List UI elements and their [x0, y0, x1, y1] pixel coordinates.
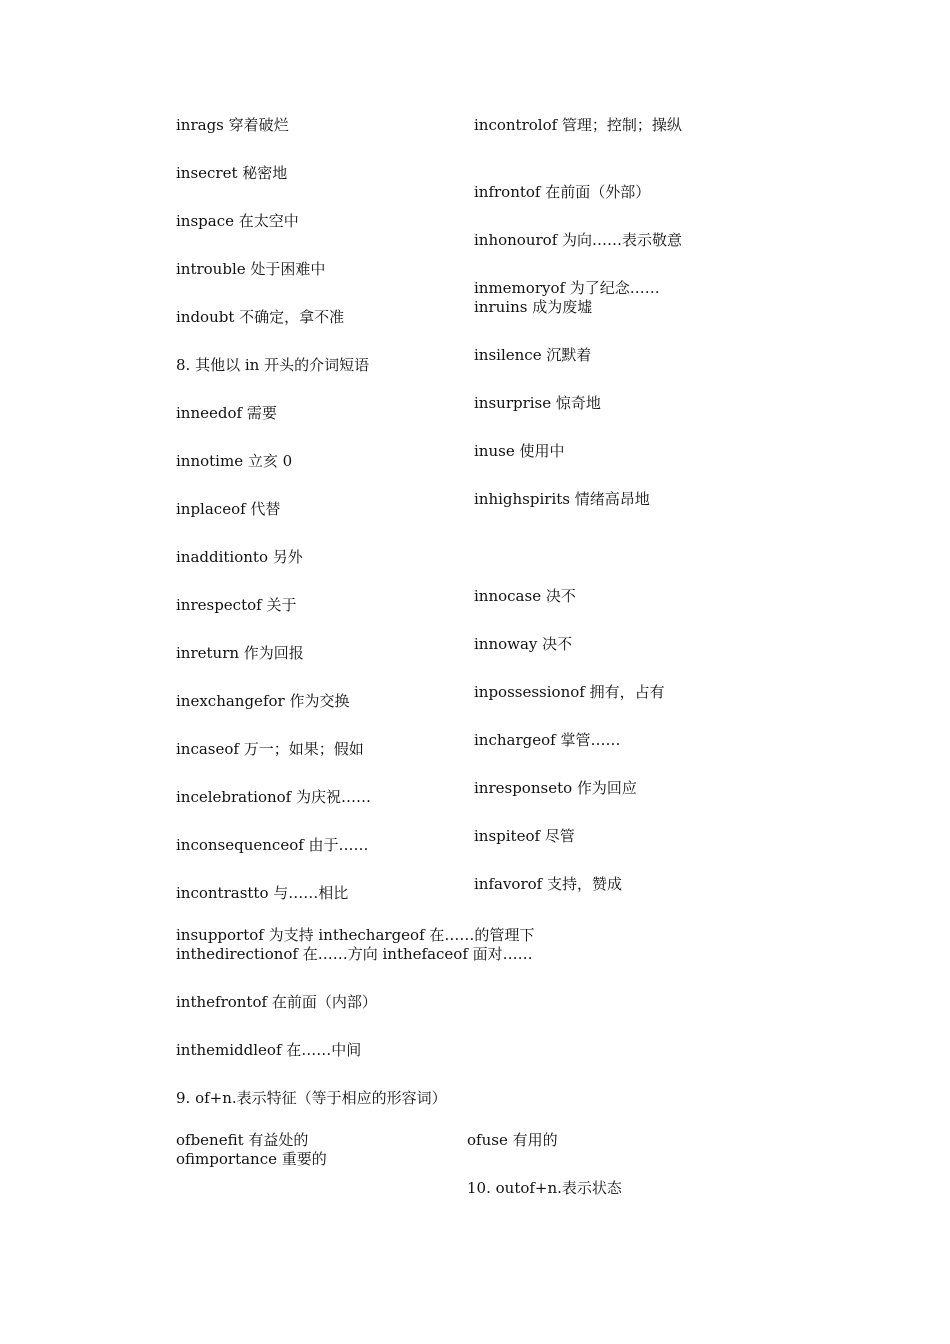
phrase-line: inruins 成为废墟 — [474, 298, 593, 316]
phrase-line: inplaceof 代替 — [176, 500, 281, 518]
phrase-line: indoubt 不确定，拿不准 — [176, 308, 345, 326]
phrase-line: incontrolof 管理；控制；操纵 — [474, 116, 682, 134]
phrase-line: insurprise 惊奇地 — [474, 394, 601, 412]
phrase-line: inthemiddleof 在……中间 — [176, 1041, 362, 1059]
phrase-line: incelebrationof 为庆祝…… — [176, 788, 371, 806]
phrase-line: inthefrontof 在前面（内部） — [176, 993, 377, 1011]
phrase-line: inresponseto 作为回应 — [474, 779, 637, 797]
phrase-line: inmemoryof 为了纪念…… — [474, 279, 660, 297]
phrase-line: inadditionto 另外 — [176, 548, 303, 566]
phrase-line: insupportof 为支持 inthechargeof 在……的管理下 — [176, 926, 535, 944]
phrase-line: innoway 决不 — [474, 635, 573, 653]
phrase-line: inspace 在太空中 — [176, 212, 299, 230]
phrase-line: ofbenefit 有益处的 — [176, 1131, 309, 1149]
phrase-line: inthedirectionof 在……方向 inthefaceof 面对…… — [176, 945, 533, 963]
phrase-line: inchargeof 掌管…… — [474, 731, 621, 749]
phrase-line: inneedof 需要 — [176, 404, 277, 422]
phrase-line: inspiteof 尽管 — [474, 827, 575, 845]
phrase-line: ofimportance 重要的 — [176, 1150, 327, 1168]
phrase-line: inpossessionof 拥有，占有 — [474, 683, 665, 701]
phrase-line: inhighspirits 情绪高昂地 — [474, 490, 650, 508]
phrase-line: inreturn 作为回报 — [176, 644, 304, 662]
phrase-line: infrontof 在前面（外部） — [474, 183, 651, 201]
phrase-line: introuble 处于困难中 — [176, 260, 326, 278]
phrase-line: inrags 穿着破烂 — [176, 116, 289, 134]
phrase-line: inuse 使用中 — [474, 442, 565, 460]
phrase-line: incaseof 万一；如果；假如 — [176, 740, 364, 758]
phrase-line: infavorof 支持，赞成 — [474, 875, 622, 893]
phrase-line: innotime 立亥 0 — [176, 452, 293, 470]
phrase-line: inrespectof 关于 — [176, 596, 297, 614]
phrase-line: innocase 决不 — [474, 587, 576, 605]
section-heading-9: 9. of+n.表示特征（等于相应的形容词） — [176, 1089, 447, 1107]
section-heading-10: 10. outof+n.表示状态 — [467, 1179, 622, 1197]
phrase-line: inexchangefor 作为交换 — [176, 692, 350, 710]
phrase-line: incontrastto 与……相比 — [176, 884, 349, 902]
phrase-line: inconsequenceof 由于…… — [176, 836, 369, 854]
phrase-line: ofuse 有用的 — [467, 1131, 558, 1149]
phrase-line: insilence 沉默着 — [474, 346, 592, 364]
section-heading-8: 8. 其他以 in 开头的介词短语 — [176, 356, 370, 374]
phrase-line: insecret 秘密地 — [176, 164, 288, 182]
phrase-line: inhonourof 为向……表示敬意 — [474, 231, 683, 249]
